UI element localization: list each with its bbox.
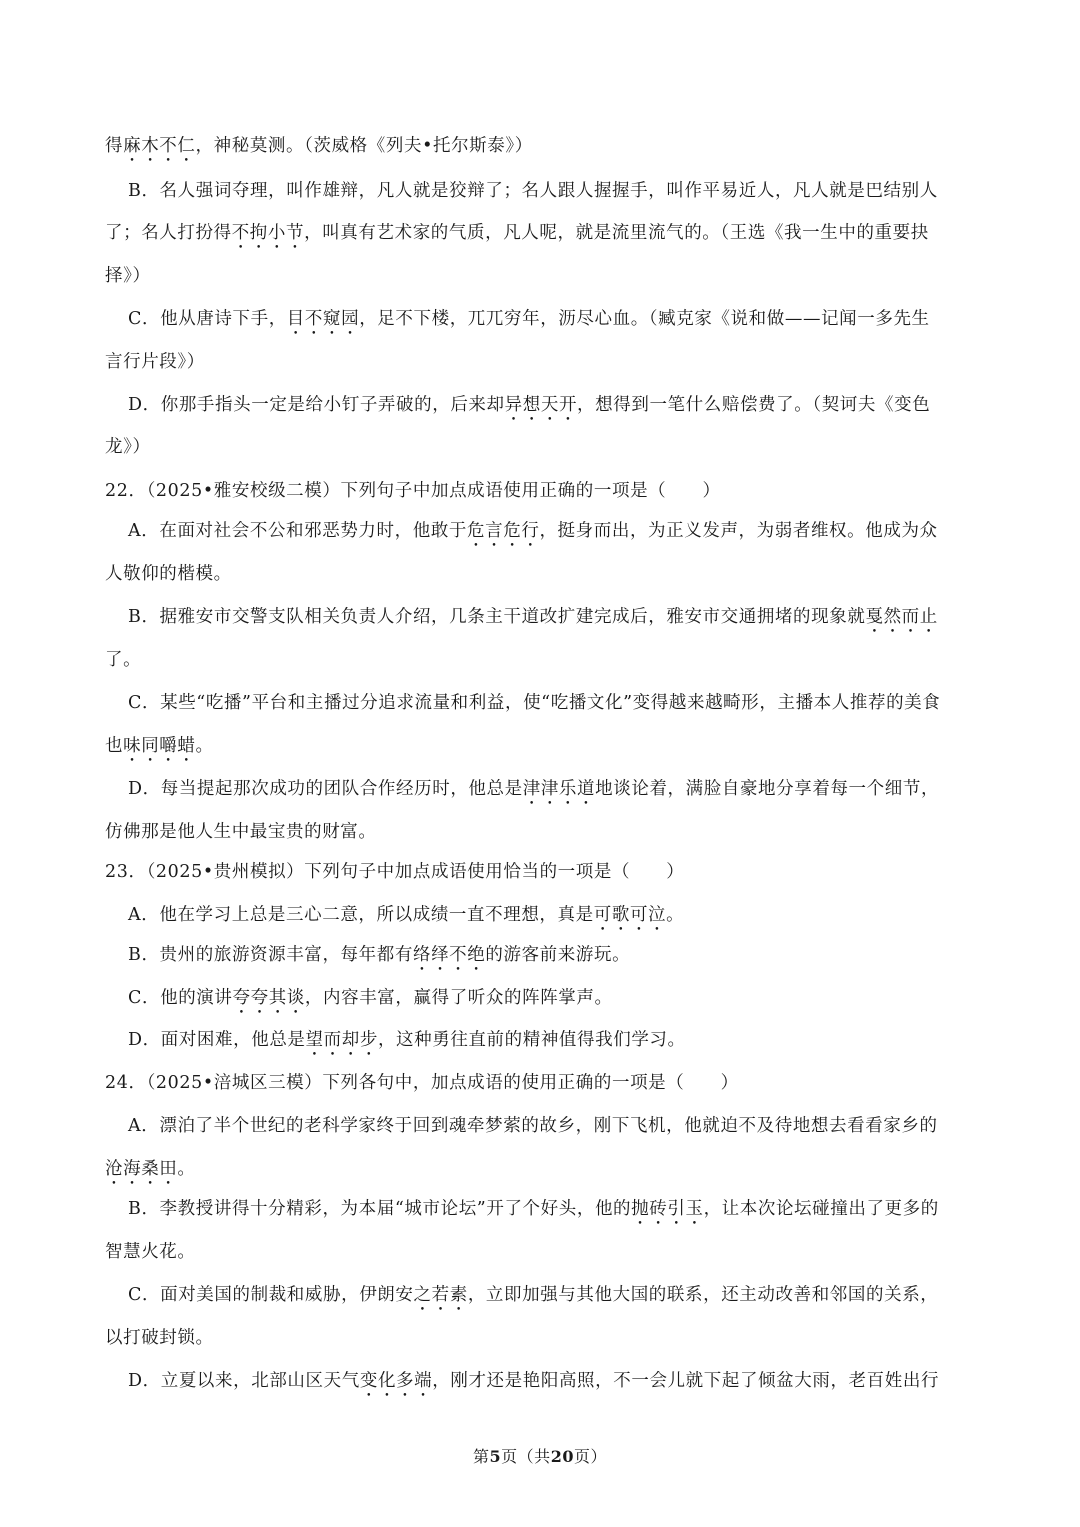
dotted-idiom: 夸夸其谈 [232, 988, 305, 1008]
text-segment: A．他在学习上总是三心二意，所以成绩一直不理想，真是 [128, 905, 594, 925]
text-line [105, 1070, 980, 1096]
text-segment: ，让本次论坛碰撞出了更多的 [703, 1199, 939, 1219]
text-segment: C．某些“吃播”平台和主播过分追求流量和利益，使“吃播文化”变得越来越畸形，主播本人推荐的美食 [128, 693, 941, 713]
text-line [105, 1156, 980, 1189]
text-segment: ，内容丰富，赢得了听众的阵阵掌声。 [304, 988, 613, 1008]
text-segment: 人敬仰的楷模。 [105, 564, 232, 584]
text-segment: B．据雅安市交警支队相关负责人介绍，几条主干道改扩建完成后，雅安市交通拥堵的现象就 [128, 607, 866, 627]
text-segment: 龙》） [105, 437, 151, 457]
text-segment: 24．（2025•涪城区三模）下列各句中，加点成语的使用正确的一项是（ ） [105, 1073, 739, 1093]
footer-suffix: 页） [573, 1447, 607, 1466]
page-footer [0, 1445, 1080, 1469]
dotted-idiom: 之若素 [413, 1285, 468, 1305]
text-segment: 了；名人打扮得 [105, 223, 232, 243]
text-segment: D．每当提起那次成功的团队合作经历时，他总是 [128, 779, 523, 799]
text-line [105, 263, 980, 289]
text-segment: ，挺身而出，为正义发声，为弱者维权。他成为众 [539, 521, 938, 541]
text-segment: 。 [666, 905, 685, 925]
dotted-idiom: 不拘小节 [231, 223, 305, 243]
text-segment: A．漂泊了半个世纪的老科学家终于回到魂牵梦萦的故乡，刚下飞机，他就迫不及待地想去看看家乡的 [128, 1116, 938, 1136]
text-segment: 23．（2025•贵州模拟）下列句子中加点成语使用恰当的一项是（ ） [105, 862, 685, 882]
dotted-idiom: 戛然而止 [865, 607, 938, 627]
text-line [105, 220, 980, 253]
text-line [128, 690, 1003, 716]
text-line [128, 178, 1003, 204]
text-segment: 的游客前来游玩。 [485, 945, 631, 965]
text-segment: C．面对美国的制裁和威胁，伊朗安 [128, 1285, 414, 1305]
text-line [128, 776, 1003, 809]
total-pages-number: 20 [550, 1447, 574, 1466]
text-segment: D．面对困难，他总是 [128, 1030, 306, 1050]
text-line [128, 604, 1003, 637]
dotted-idiom: 津津乐道 [522, 779, 596, 799]
text-line [128, 902, 1003, 935]
text-segment: C．他的演讲 [128, 988, 233, 1008]
text-segment: 以打破封锁。 [105, 1328, 214, 1348]
text-segment: 言行片段》） [105, 352, 205, 372]
text-line [128, 1368, 1003, 1401]
text-segment: 。 [195, 736, 214, 756]
text-segment: 22．（2025•雅安校级二模）下列句子中加点成语使用正确的一项是（ ） [105, 481, 721, 501]
text-line [105, 1239, 980, 1265]
current-page-number: 5 [489, 1447, 502, 1466]
text-segment: B．贵州的旅游资源丰富，每年都有 [128, 945, 413, 965]
text-line [128, 1282, 1003, 1315]
text-segment: C．他从唐诗下手， [128, 309, 287, 329]
text-segment: ，立即加强与其他大国的联系，还主动改善和邻国的关系， [467, 1285, 939, 1305]
text-segment: 择》） [105, 266, 151, 286]
text-line [128, 392, 1003, 425]
dotted-idiom: 望而却步 [305, 1030, 378, 1050]
text-line [128, 942, 1003, 975]
dotted-idiom: 目不窥园 [286, 309, 360, 329]
text-segment: B．李教授讲得十分精彩，为本届“城市论坛”开了个好头，他的 [128, 1199, 632, 1219]
text-line [105, 1325, 980, 1351]
text-segment: ，想得到一笔什么赔偿费了。（契诃夫《变色 [577, 395, 931, 415]
text-segment: 仿佛那是他人生中最宝贵的财富。 [105, 822, 377, 842]
text-segment: ，神秘莫测。（茨威格《列夫•托尔斯泰》） [195, 136, 533, 156]
text-segment: 了。 [105, 650, 142, 670]
text-line [128, 1196, 1003, 1229]
dotted-idiom: 危言危行 [467, 521, 540, 541]
text-segment: ，这种勇往直前的精神值得我们学习。 [377, 1030, 686, 1050]
text-line [105, 561, 980, 587]
text-line [105, 349, 980, 375]
dotted-idiom: 沧海桑田 [105, 1159, 178, 1179]
text-segment: B．名人强词夺理，叫作雄辩，凡人就是狡辩了；名人跟人握握手，叫作平易近人，凡人就是巴结别人 [128, 181, 938, 201]
text-line [128, 1113, 1003, 1139]
text-segment: ，足不下楼，兀兀穷年，沥尽心血。（臧克家《说和做——记闻一多先生 [359, 309, 930, 329]
dotted-idiom: 麻木不仁 [123, 136, 196, 156]
text-line [105, 859, 980, 885]
dotted-idiom: 变化多端 [359, 1371, 433, 1391]
text-line [105, 733, 980, 766]
dotted-idiom: 异想天开 [504, 395, 578, 415]
text-segment: 地谈论着，满脸自豪地分享着每一个细节， [595, 779, 940, 799]
text-line [105, 819, 980, 845]
text-segment: D．你那手指头一定是给小钉子弄破的，后来却 [128, 395, 505, 415]
text-line [105, 478, 980, 504]
text-segment: 智慧火花。 [105, 1242, 196, 1262]
text-line [128, 306, 1003, 339]
text-segment: A．在面对社会不公和邪恶势力时，他敢于 [128, 521, 468, 541]
text-line [105, 647, 980, 673]
dotted-idiom: 络绎不绝 [412, 945, 486, 965]
text-line [128, 1027, 1003, 1060]
footer-prefix: 第 [473, 1447, 490, 1466]
text-segment: ，刚才还是艳阳高照，不一会儿就下起了倾盆大雨，老百姓出行 [432, 1371, 940, 1391]
text-line [105, 133, 980, 166]
text-line [128, 518, 1003, 551]
footer-middle: 页（共 [501, 1447, 551, 1466]
dotted-idiom: 味同嚼蜡 [123, 736, 196, 756]
text-segment: 得 [105, 136, 124, 156]
dotted-idiom: 可歌可泣 [593, 905, 667, 925]
text-segment: 也 [105, 736, 124, 756]
text-segment: 。 [177, 1159, 196, 1179]
text-line [105, 434, 980, 460]
text-segment: D．立夏以来，北部山区天气 [128, 1371, 360, 1391]
text-line [128, 985, 1003, 1018]
dotted-idiom: 抛砖引玉 [631, 1199, 704, 1219]
text-segment: ，叫真有艺术家的气质，凡人呢，就是流里流气的。（王选《我一生中的重要抉 [304, 223, 929, 243]
